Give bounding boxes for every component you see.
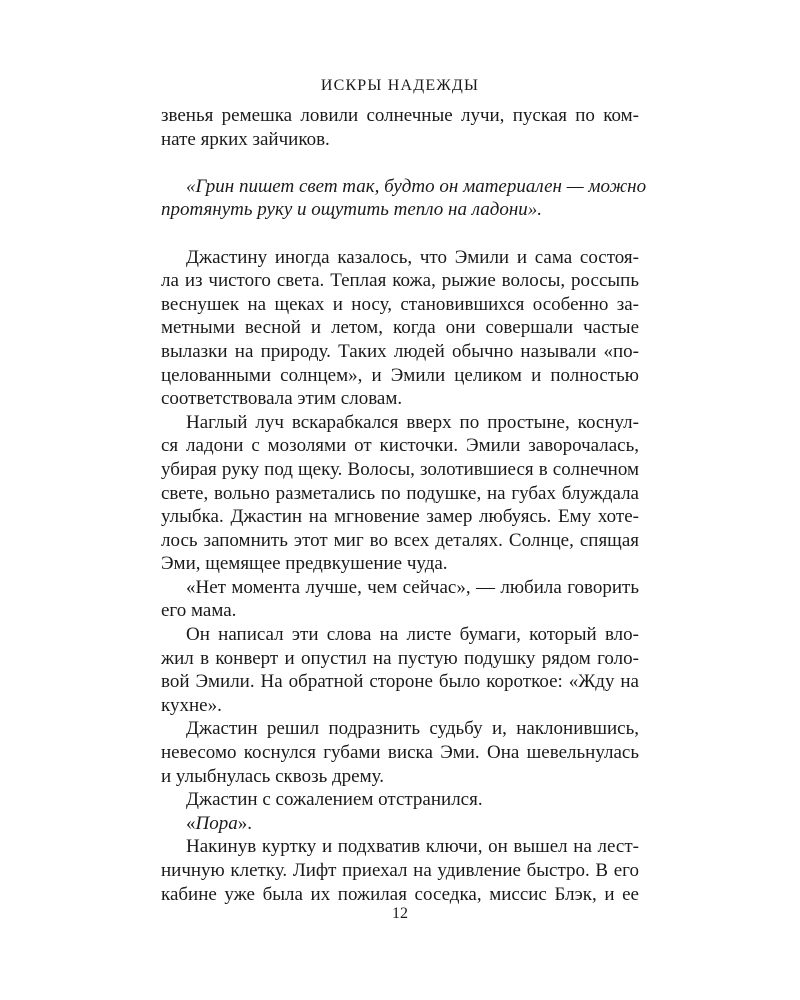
text-line: веснушек на щеках и носу, становившихся особенно за- bbox=[161, 293, 639, 315]
pora-word: Пора bbox=[195, 812, 238, 834]
spacer bbox=[161, 151, 639, 175]
text-line: ла из чистого света. Теплая кожа, рыжие волосы, россыпь bbox=[161, 270, 639, 292]
running-title: ИСКРЫ НАДЕЖДЫ bbox=[320, 77, 480, 94]
body-text bbox=[161, 104, 647, 906]
text-line: Джастин с сожалением отстранился. bbox=[186, 789, 483, 811]
text-line: Джастин решил подразнить судьбу и, наклонившись, bbox=[186, 718, 639, 740]
text-line: нате ярких зайчиков. bbox=[161, 128, 330, 150]
quote-line: протянуть руку и ощутить тепло на ладони». bbox=[161, 199, 543, 221]
pora-open-quote: « bbox=[186, 812, 196, 834]
pora-close: ». bbox=[237, 812, 252, 834]
text-line: кабине уже была их пожилая соседка, миссис Блэк, и ее bbox=[161, 883, 639, 905]
text-line: Накинув куртку и подхватив ключи, он вышел на лест- bbox=[186, 836, 639, 858]
text-line: вылазки на природу. Таких людей обычно называли «по- bbox=[161, 340, 639, 362]
quote-line: «Грин пишет свет так, будто он материален — можно bbox=[186, 175, 647, 197]
text-line: убирая руку под щеку. Волосы, золотившиеся в солнечном bbox=[161, 458, 639, 480]
text-line: улыбка. Джастин на мгновение замер любуясь. Ему хоте- bbox=[161, 506, 639, 528]
text-line: его мама. bbox=[161, 600, 237, 622]
text-line: ся ладони с мозолями от кисточки. Эмили заворочалась, bbox=[161, 435, 639, 457]
text-line: Наглый луч вскарабкался вверх по простыне, коснул- bbox=[186, 411, 639, 433]
text-line: Он написал эти слова на листе бумаги, который вло- bbox=[186, 624, 639, 646]
text-line: жил в конверт и опустил на пустую подушку рядом голо- bbox=[161, 647, 639, 669]
text-line: лось запомнить этот миг во всех деталях. Солнце, спящая bbox=[161, 529, 639, 551]
text-line: метными весной и летом, когда они совершали частые bbox=[161, 317, 639, 339]
spacer bbox=[161, 222, 639, 246]
text-line: и улыбнулась сквозь дрему. bbox=[161, 765, 384, 787]
page-number: 12 bbox=[392, 905, 408, 922]
text-line: «Нет момента лучше, чем сейчас», — любила говорить bbox=[186, 576, 639, 598]
text-line: кухне». bbox=[161, 694, 222, 716]
text-line: свете, вольно разметались по подушке, на губах блуждала bbox=[161, 482, 639, 504]
text-line: ничную клетку. Лифт приехал на удивление быстро. В его bbox=[161, 860, 639, 881]
text-line: целованными солнцем», и Эмили целиком и полностью bbox=[161, 364, 639, 386]
pora-line bbox=[161, 812, 639, 836]
text-line: невесомо коснулся губами виска Эми. Она шевельнулась bbox=[161, 742, 639, 764]
text-line: Джастину иногда казалось, что Эмили и сама состоя- bbox=[186, 246, 639, 268]
text-line: вой Эмили. На обратной стороне было короткое: «Жду на bbox=[161, 671, 639, 693]
text-line: соответствовала этим словам. bbox=[161, 388, 403, 410]
text-line: звенья ремешка ловили солнечные лучи, пуская по ком- bbox=[161, 105, 639, 126]
text-line: Эми, щемящее предвкушение чуда. bbox=[161, 553, 448, 575]
